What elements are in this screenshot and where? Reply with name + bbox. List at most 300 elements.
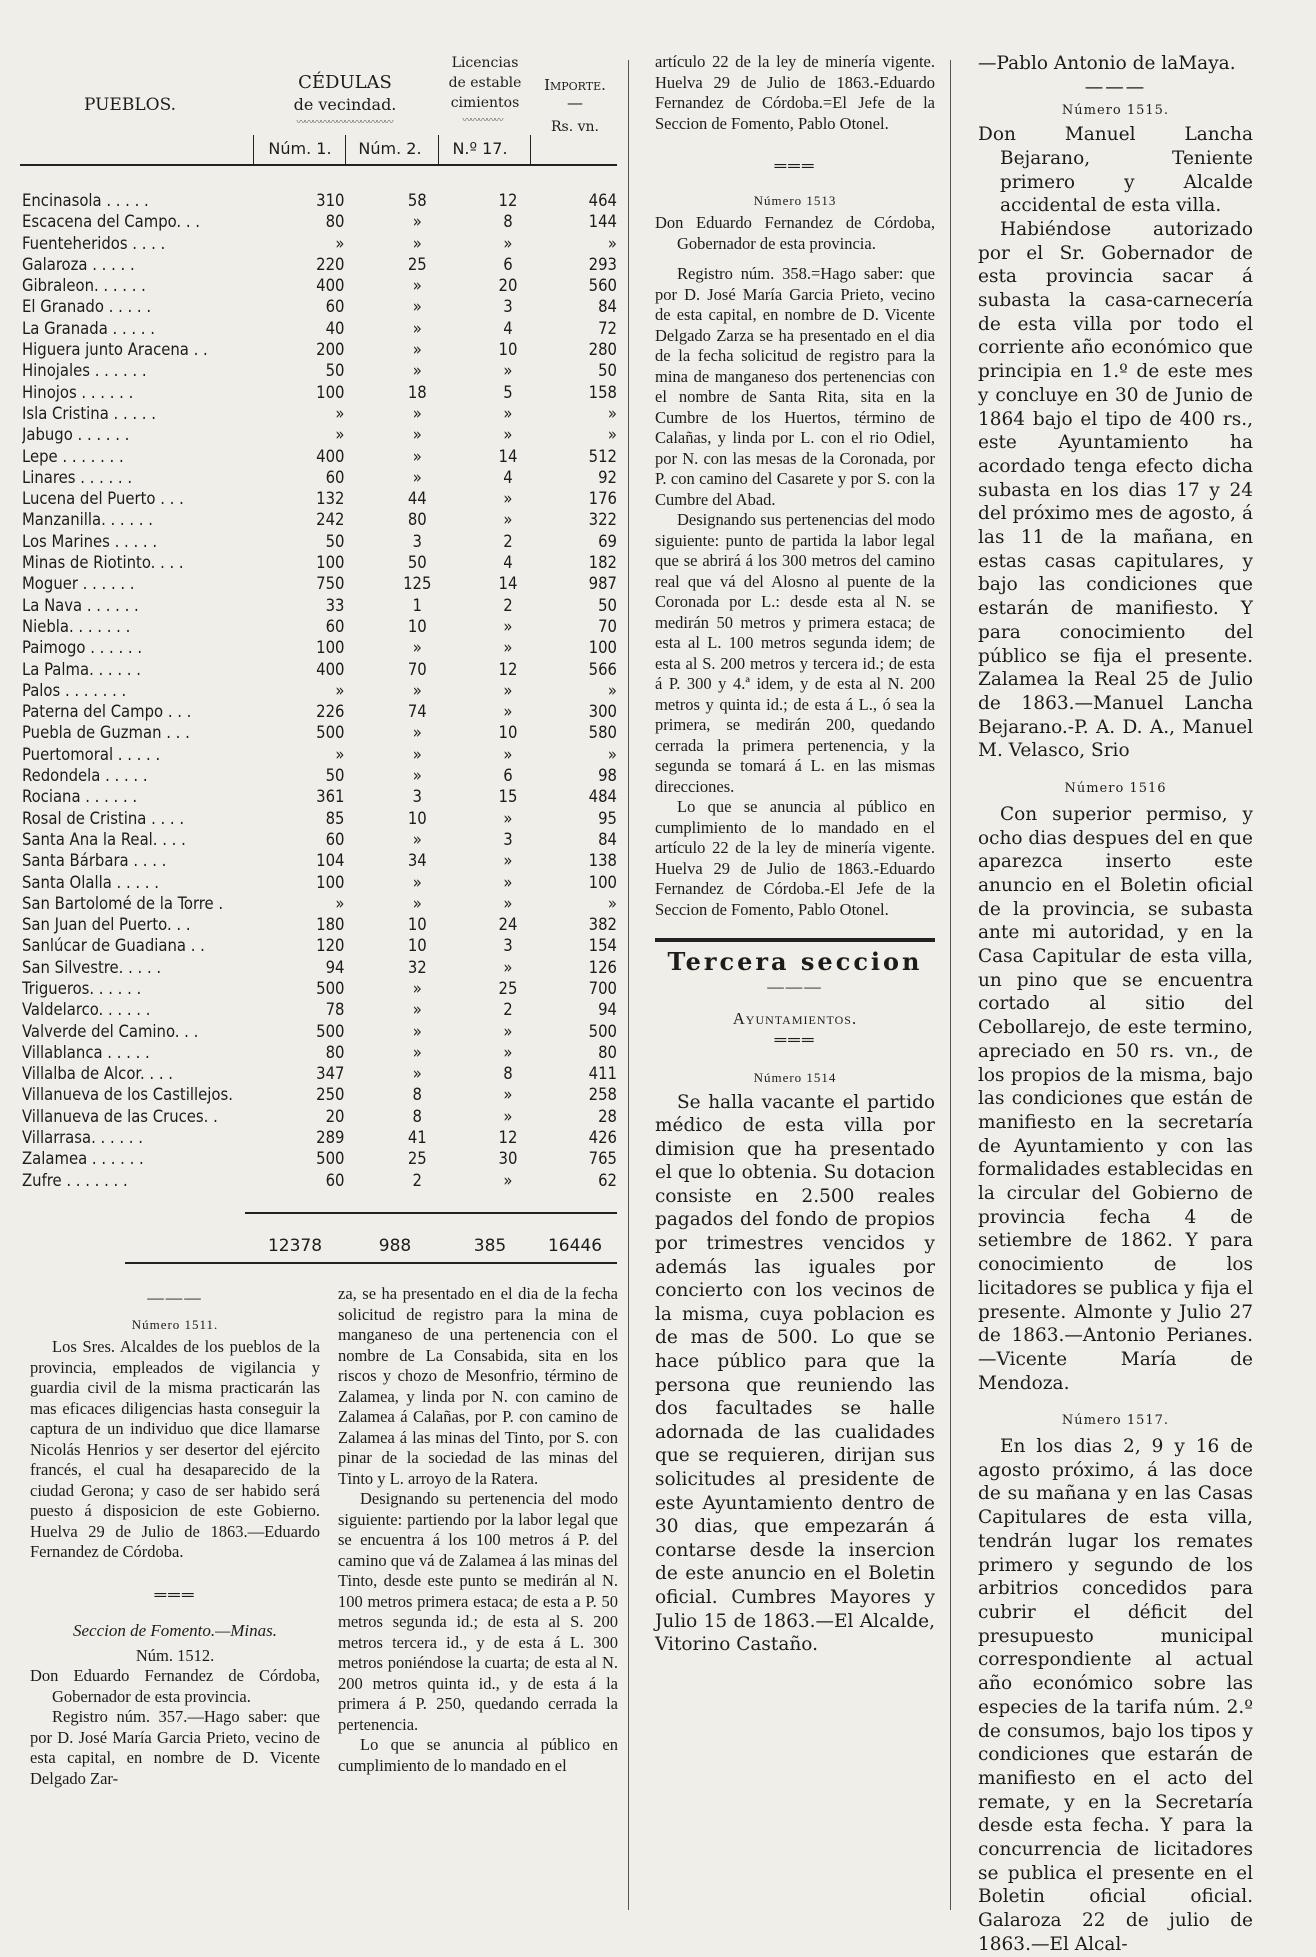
town-name-cell: El Granado . . . . . [22,297,152,317]
importe-cell: 144 [588,212,617,232]
cedulas-num2-cell: » [412,1064,422,1084]
notice-number-1514: Número 1514 [753,1070,837,1085]
table-row [22,744,617,765]
town-name-cell: La Nava . . . . . . [22,595,139,615]
licencias-n17-cell: » [503,616,513,636]
town-name-cell: Villalba de Alcor. . . . [22,1064,173,1084]
cedulas-num2-cell: » [412,744,422,764]
town-name-cell: Redondela . . . . . [22,766,148,786]
cedulas-num1-cell: 20 [325,1106,345,1126]
header-cedulas: CÉDULAS [298,72,392,93]
cedulas-num2-cell: 80 [407,510,427,530]
cedulas-num2-cell: » [412,361,422,381]
importe-cell: 322 [588,510,617,530]
cedulas-num2-cell: » [412,446,422,466]
importe-cell: 987 [588,574,617,594]
cedulas-num1-cell: 100 [316,382,345,402]
licencias-n17-cell: » [503,957,513,977]
licencias-n17-cell: » [503,702,513,722]
town-name-cell: San Juan del Puerto. . . [22,915,191,935]
table-row [22,1148,617,1169]
cedulas-num1-cell: » [335,893,345,913]
licencias-n17-cell: » [503,403,513,423]
licencias-n17-cell: 25 [498,978,518,998]
table-row [22,211,617,232]
cedulas-num1-cell: 60 [325,1170,345,1190]
town-name-cell: La Granada . . . . . [22,318,155,338]
cedulas-num2-cell: 41 [407,1128,427,1148]
importe-cell: 500 [588,1021,617,1041]
section-heading-fomento: Seccion de Fomento.—Minas. [73,1621,277,1640]
cedulas-num1-cell: 80 [325,212,345,232]
town-name-cell: Manzanilla. . . . . . [22,510,153,530]
table-row [22,1063,617,1084]
importe-cell: 138 [588,851,617,871]
town-name-cell: Santa Olalla . . . . . [22,872,159,892]
table-row [22,573,617,594]
notice-number-1511: Número 1511. [131,1316,219,1332]
cedulas-num1-cell: 361 [316,787,345,807]
licencias-n17-cell: 4 [503,467,513,487]
separator: ——— [767,976,823,996]
town-name-cell: Santa Ana la Real. . . . [22,829,186,849]
importe-cell: 72 [598,318,617,338]
table-row [22,829,617,850]
importe-cell: 464 [588,191,617,210]
cedulas-num1-cell: » [335,425,345,445]
town-name-cell: Santa Bárbara . . . . [22,851,167,871]
importe-cell: 484 [588,787,617,807]
licencias-n17-cell: 3 [503,936,513,956]
subsection-ayuntamientos: Ayuntamientos. [732,1009,858,1028]
header-num1: Núm. 1. [268,139,332,158]
table-row [22,360,617,381]
wavy-rule-licencias: 〰〰〰〰〰 [462,116,503,126]
table-row [22,1021,617,1042]
cedulas-num2-cell: » [412,638,422,658]
importe-cell: 69 [598,531,617,551]
header-rs-vn: Rs. vn. [550,119,599,135]
licencias-n17-cell: 24 [498,915,518,935]
licencias-n17-cell: 3 [503,297,513,317]
town-name-cell: Paterna del Campo . . . [22,702,192,722]
importe-cell: 84 [598,829,617,849]
table-row [22,808,617,829]
table-row [22,872,617,893]
cedulas-num2-cell: » [412,829,422,849]
table-row [22,914,617,935]
table-row [22,339,617,360]
town-name-cell: Villanueva de los Castillejos. [22,1085,233,1105]
notice-1513-heading: Don Eduardo Fernandez de Córdoba, Gobernador de esta provincia. [655,213,935,253]
notice-1512-closing: Lo que se anuncia al público en cumplimiento de lo mandado en el [338,1735,618,1775]
licencias-n17-cell: 20 [498,276,518,296]
cedulas-num1-cell: 500 [316,1149,345,1169]
importe-cell: » [607,425,617,445]
cedulas-num2-cell: 74 [407,702,427,722]
col-rule-2 [345,135,346,165]
importe-cell: 512 [588,446,617,466]
cedulas-num1-cell: 80 [325,1042,345,1062]
table-row [22,318,617,339]
column-4 [978,52,1253,1957]
notice-1517-text: En los dias 2, 9 y 16 de agosto próximo, á las doce de su mañana y en las Casas Capitulares de esta villa, tendrán lugar los remates primero y segundo de los arbitrios concedidos para cubrir el déficit del presupuesto municipal correspondiente al actual año económico sobre las especies de la tarifa núm. 2.º de consumos, bajo los tipos y condiciones que estarán de manifiesto en el acto del remate, y en la Secretaría desde esta fecha. Y para la concurrencia de licitadores se publica el presente en el Boletin oficial oficial. Galaroza 22 de julio de 1863.—El Alcal- [978,1436,1253,1955]
notice-1514-text: Se halla vacante el partido médico de esta villa por dimision que ha presentado el que lo obtenia. Su dotacion consiste en 2.500 reales pagados del fondo de propios por trimestres vencidos y además las iguales por concierto con los vecinos de la misma, cuya poblacion es de mas de 500. Lo que se hace público para que la persona que reuniendo las dos facultades se halle adornada de las cualidades que se requieren, dirijan sus solicitudes al presidente de este Ayuntamiento dentro de 30 dias, que empezarán á contarse desde la insercion de este anuncio en el Boletin oficial. Cumbres Mayores y Julio 15 de 1863.—El Alcalde, Vitorino Castaño. [655,1091,935,1656]
importe-cell: 258 [588,1085,617,1105]
header-de-vecindad: de vecindad. [293,95,397,114]
importe-cell: 382 [588,915,617,935]
licencias-n17-cell: 10 [498,723,518,743]
cedulas-num2-cell: 18 [407,382,427,402]
notice-number-1516: Número 1516 [1064,781,1167,797]
town-name-cell: Hinojos . . . . . . [22,382,134,402]
cedulas-num1-cell: 310 [316,191,345,210]
total-num1: 12378 [267,1236,323,1256]
licencias-n17-cell: 4 [503,318,513,338]
cedulas-num1-cell: 104 [316,851,345,871]
separator: ═══ [154,1584,196,1604]
cedulas-num2-cell: 8 [412,1085,422,1105]
importe-cell: 176 [588,489,617,509]
table-row [22,254,617,275]
town-name-cell: Zalamea . . . . . . [22,1149,144,1169]
cedulas-num2-cell: 3 [412,787,422,807]
cedulas-num1-cell: 33 [325,595,345,615]
licencias-n17-cell: 14 [498,574,518,594]
town-name-cell: Palos . . . . . . . [22,680,127,700]
licencias-n17-cell: » [503,851,513,871]
cedulas-num1-cell: 289 [316,1128,345,1148]
totals-rule-top [245,1212,617,1214]
cedulas-num2-cell: » [412,425,422,445]
town-name-cell: Villablanca . . . . . [22,1042,150,1062]
cedulas-num1-cell: » [335,680,345,700]
importe-cell: 182 [588,553,617,573]
total-num2: 988 [378,1236,412,1256]
table-row [22,296,617,317]
importe-cell: 158 [588,382,617,402]
table-row [22,382,617,403]
notice-1512-continued: za, se ha presentado en el dia de la fecha solicitud de registro para la mina de manganeso de una pertenencia con el nombre de La Consabida, sita en los riscos y chozo de Mesonfrio, término de Zalamea, y linda por N. con camino de Zalamea á Calañas, por P. con camino de Zalamea á las minas del Tinto, por S. con pinar de la sociedad de las minas del Tinto y L. arroyo de la Ratera. [338,1284,618,1488]
total-n17: 385 [473,1236,507,1256]
table-row [22,467,617,488]
table-row [22,786,617,807]
cedulas-num2-cell: » [412,467,422,487]
table-row [22,978,617,999]
separator: ═══ [774,1029,816,1049]
licencias-n17-cell: 6 [503,766,513,786]
cedulas-num1-cell: 85 [325,808,345,828]
notice-1512-end: artículo 22 de la ley de minería vigente. Huelva 29 de Julio de 1863.-Eduardo Fernandez de Córdoba.=El Jefe de la Seccion de Fomento, Pablo Otonel. [655,52,935,133]
cedulas-num1-cell: 180 [316,915,345,935]
table-row [22,957,617,978]
importe-cell: 80 [598,1042,617,1062]
cedulas-num2-cell: 70 [407,659,427,679]
town-name-cell: Minas de Riotinto. . . . [22,553,184,573]
table-row [22,722,617,743]
importe-cell: 84 [598,297,617,317]
totals-rule-bottom [125,1262,617,1264]
cedulas-num1-cell: 50 [325,361,345,381]
table-row [22,850,617,871]
cedulas-num1-cell: 78 [325,1000,345,1020]
table-row [22,595,617,616]
table-row [22,488,617,509]
cedulas-num2-cell: 32 [407,957,427,977]
header-pueblos: PUEBLOS. [83,95,177,115]
town-name-cell: Puebla de Guzman . . . [22,723,190,743]
cedulas-num1-cell: 347 [316,1064,345,1084]
importe-cell: » [607,893,617,913]
table-row [22,233,617,254]
cedulas-num1-cell: 132 [316,489,345,509]
importe-cell: 28 [598,1106,617,1126]
cedulas-num1-cell: 94 [325,957,345,977]
licencias-n17-cell: 10 [498,340,518,360]
importe-cell: » [607,233,617,253]
notice-1512-heading: Don Eduardo Fernandez de Córdoba, Gobernador de esta provincia. [30,1666,320,1706]
table-row [22,893,617,914]
notice-1513-designation: Designando sus pertenencias del modo siguiente: punto de partida la labor legal que se abrirá á los 300 metros del camino real que vá del Alosno al puente de la Coronada por L.: desde esta al N. se medirán 50 metros y primera estaca; de esta al L. 100 metros segunda idem; de esta al S. 200 metros y tercera id.; de esta á P. 300 y 4.ª idem, y de esta al N. 200 metros y quinta id.; de esta á L., ó sea la primera, se medirán 200, quedando cerrada la primera pertenencia, y la segunda se tomará á L. en las mismas direcciones. [655,510,935,796]
cedulas-num2-cell: 44 [407,489,427,509]
table-row [22,446,617,467]
table-row [22,1042,617,1063]
importe-cell: 126 [588,957,617,977]
town-name-cell: Encinasola . . . . . [22,191,149,210]
licencias-n17-cell: » [503,744,513,764]
licencias-n17-cell: » [503,1170,513,1190]
cedulas-num1-cell: 50 [325,531,345,551]
column-1 [30,1284,320,1789]
cedulas-num1-cell: 220 [316,254,345,274]
cedulas-num1-cell: 400 [316,659,345,679]
cedulas-num1-cell: 60 [325,829,345,849]
total-importe: 16446 [547,1236,603,1256]
licencias-n17-cell: » [503,1085,513,1105]
table-row [22,701,617,722]
importe-cell: 62 [598,1170,617,1190]
cedulas-num2-cell: 2 [412,1170,422,1190]
cedulas-num2-cell: » [412,1000,422,1020]
importe-cell: 95 [598,808,617,828]
importe-cell: 50 [598,361,617,381]
notice-1516-text: Con superior permiso, y ocho dias despues del en que aparezca inserto este anuncio en el Boletin oficial de la provincia, se subasta ante mi autoridad, y en la Casa Capitular de esta villa, un pino que se encuentra cortado al sitio del Cebollarejo, de este termino, apreciado en 50 rs. vn., de los propios de la misma, bajo las condiciones que están de manifiesto en la secretaría de Ayuntamiento y con las formalidades establecidas en la circular del Gobierno de provincia fecha 4 de setiembre de 1862. Y para conocimiento de los licitadores se publica y fija el presente. Almonte y Julio 27 de 1863.—Antonio Perianes.—Vicente María de Mendoza. [978,803,1253,1394]
cedulas-num2-cell: 10 [407,915,427,935]
table-row [22,637,617,658]
town-name-cell: Hinojales . . . . . . [22,361,147,381]
licencias-n17-cell: » [503,1106,513,1126]
notice-1512-text: Registro núm. 357.—Hago saber: que por D. José María Garcia Prieto, vecino de esta capital, en nombre de D. Vicente Delgado Zar- [30,1707,320,1788]
cedulas-num2-cell: 10 [407,936,427,956]
licencias-n17-cell: » [503,425,513,445]
town-name-cell: Isla Cristina . . . . . [22,403,156,423]
cedulas-num2-cell: » [412,340,422,360]
importe-cell: 293 [588,254,617,274]
importe-cell: 154 [588,936,617,956]
licencias-n17-cell: » [503,638,513,658]
cedulas-num2-cell: » [412,276,422,296]
notice-1515-heading: Don Manuel Lancha Bejarano, Teniente primero y Alcalde accidental de esta villa. [978,124,1253,217]
cedulas-num2-cell: » [412,893,422,913]
cedulas-num1-cell: 242 [316,510,345,530]
licencias-n17-cell: 4 [503,553,513,573]
cedulas-num2-cell: » [412,680,422,700]
licencias-n17-cell: 8 [503,212,513,232]
notice-1511-text: Los Sres. Alcaldes de los pueblos de la provincia, empleados de vigilancia y guardia civil de la misma practicarán las mas eficaces diligencias hasta conseguir la captura de un individuo que dice llamarse Nicolás Henrios y ser desertor del ejército francés, el cual ha desaparecido de la ciudad Gerona; y caso de ser habido será puesto á disposicion de este Gobierno. Huelva 29 de Julio de 1863.—Eduardo Fernandez de Córdoba. [30,1337,320,1561]
town-name-cell: Moguer . . . . . . [22,574,135,594]
town-name-cell: Higuera junto Aracena . . [22,340,208,360]
table-row [22,1106,617,1127]
importe-cell: 50 [598,595,617,615]
table-row [22,275,617,296]
importe-cell: 765 [588,1149,617,1169]
importe-cell: » [607,744,617,764]
cedulas-num1-cell: » [335,233,345,253]
table-row [22,935,617,956]
notice-1514-signature-end: —Pablo Antonio de laMaya. [978,53,1236,74]
licencias-n17-cell: 3 [503,829,513,849]
cedulas-num1-cell: 226 [316,702,345,722]
separator: ——— [147,1288,203,1307]
cedulas-num1-cell: » [335,744,345,764]
cedulas-num2-cell: 58 [407,191,427,210]
cedulas-num2-cell: » [412,723,422,743]
town-name-cell: Fuenteheridos . . . . [22,233,166,253]
header-cimientos: cimientos [450,95,520,111]
importe-cell: 70 [598,616,617,636]
importe-cell: » [607,680,617,700]
notice-1513-closing: Lo que se anuncia al público en cumplimiento de lo mandado en el artículo 22 de la ley de minería vigente. Huelva 29 de Julio de 1863.-Eduardo Fernandez de Córdoba.-El Jefe de la Seccion de Fomento, Pablo Otonel. [655,797,935,919]
cedulas-num1-cell: » [335,403,345,423]
town-name-cell: Rosal de Cristina . . . . [22,808,185,828]
licencias-n17-cell: 12 [498,659,518,679]
table-row [22,680,617,701]
licencias-n17-cell: 15 [498,787,518,807]
importe-cell: 94 [598,1000,617,1020]
cedulas-num2-cell: » [412,872,422,892]
cedulas-num1-cell: 500 [316,1021,345,1041]
town-name-cell: Trigueros. . . . . . [22,978,142,998]
licencias-n17-cell: 30 [498,1149,518,1169]
town-name-cell: Escacena del Campo. . . [22,212,200,232]
table-row [22,424,617,445]
licencias-n17-cell: 2 [503,531,513,551]
licencias-n17-cell: 2 [503,1000,513,1020]
town-name-cell: Valdelarco. . . . . . [22,1000,151,1020]
table-row [22,403,617,424]
cedulas-num1-cell: 400 [316,276,345,296]
cedulas-num1-cell: 100 [316,872,345,892]
town-name-cell: Lucena del Puerto . . . [22,489,184,509]
cedulas-num1-cell: 750 [316,574,345,594]
header-rule [20,164,617,166]
importe-cell: 580 [588,723,617,743]
header-n17: N.º 17. [452,139,508,158]
notice-1513-text: Registro núm. 358.=Hago saber: que por D. José María Garcia Prieto, vecino de esta capital, en nombre de D. Vicente Delgado Zarza se ha presentado en el dia de la fecha solicitud de registro para la mina de manganeso dos pertenencias con el nombre de Santa Rita, sita en la Cumbre de los Huertos, término de Calañas, y linda por L. con el rio Odiel, por N. con las mesas de la Coronada, por P. con camino del Casarete y por S. con la Cumbre del Abad. [655,264,935,509]
header-licencias: Licencias [451,55,519,71]
header-num2: Núm. 2. [358,139,422,158]
town-name-cell: Gibraleon. . . . . . [22,276,146,296]
licencias-n17-cell: » [503,233,513,253]
licencias-n17-cell: » [503,872,513,892]
header-dash: — [567,93,583,112]
town-name-cell: Jabugo . . . . . . [22,425,130,445]
towns-table [22,190,617,1191]
notice-1515-text: Habiéndose autorizado por el Sr. Gobernador de esta provincia sacar á subasta la casa-carnecería de esta villa por todo el corriente año económico que principia en 1.º de este mes y concluye en 30 de Junio de 1864 bajo el tipo de 400 rs., este Ayuntamiento ha acordado tenga efecto dicha subasta en los dias 17 y 24 del próximo mes de agosto, á las 11 de la mañana, en estas casas capitulares, y bajo las condiciones que estarán de manifiesto. Y para conocimiento del público se fija el presente. Zalamea la Real 25 de Julio de 1863.—Manuel Lancha Bejarano.-P. A. D. A., Manuel M. Velasco, Srio [978,218,1253,762]
town-name-cell: Sanlúcar de Guadiana . . [22,936,205,956]
notice-number-1513: Número 1513 [753,192,837,208]
table-row [22,1170,617,1191]
licencias-n17-cell: 5 [503,382,513,402]
licencias-n17-cell: » [503,808,513,828]
table-row [22,509,617,530]
town-name-cell: Villarrasa. . . . . . [22,1128,143,1148]
col-rule-4 [530,135,531,165]
town-name-cell: Rociana . . . . . . [22,787,138,807]
cedulas-num2-cell: » [412,1021,422,1041]
town-name-cell: Puertomoral . . . . . [22,744,161,764]
cedulas-num2-cell: » [412,233,422,253]
table-row [22,190,617,211]
town-name-cell: Niebla. . . . . . . [22,616,131,636]
table-row [22,1127,617,1148]
cedulas-num2-cell: 50 [407,553,427,573]
cedulas-num2-cell: » [412,318,422,338]
town-name-cell: San Bartolomé de la Torre . [22,893,224,913]
importe-cell: 280 [588,340,617,360]
town-name-cell: Linares . . . . . . [22,467,133,487]
cedulas-num2-cell: 125 [403,574,432,594]
col-rule-3 [438,135,439,165]
cedulas-num2-cell: 34 [407,851,427,871]
cedulas-num2-cell: 8 [412,1106,422,1126]
cedulas-num2-cell: 1 [412,595,422,615]
importe-cell: 98 [598,766,617,786]
importe-cell: 92 [598,467,617,487]
importe-cell: 426 [588,1128,617,1148]
importe-cell: 411 [588,1064,617,1084]
cedulas-num1-cell: 60 [325,467,345,487]
importe-cell: 560 [588,276,617,296]
column-3 [655,52,935,1657]
cedulas-num2-cell: » [412,403,422,423]
column-2 [338,1284,618,1776]
importe-cell: 300 [588,702,617,722]
cedulas-num2-cell: 10 [407,808,427,828]
licencias-n17-cell: » [503,893,513,913]
col-rule-1 [253,135,254,165]
cedulas-num2-cell: » [412,297,422,317]
section-rule [655,938,935,942]
town-name-cell: Valverde del Camino. . . [22,1021,199,1041]
town-name-cell: Galaroza . . . . . [22,254,135,274]
importe-cell: 700 [588,978,617,998]
licencias-n17-cell: » [503,510,513,530]
importe-cell: 566 [588,659,617,679]
table-row [22,531,617,552]
header-de-estable: de estable [448,75,522,91]
cedulas-num1-cell: 50 [325,766,345,786]
cedulas-num1-cell: 200 [316,340,345,360]
cedulas-num1-cell: 100 [316,553,345,573]
licencias-n17-cell: 12 [498,191,518,210]
town-name-cell: Villanueva de las Cruces. . [22,1106,218,1126]
cedulas-num1-cell: 60 [325,297,345,317]
table-row [22,1084,617,1105]
cedulas-num2-cell: 25 [407,254,427,274]
cedulas-num2-cell: » [412,978,422,998]
licencias-n17-cell: 12 [498,1128,518,1148]
